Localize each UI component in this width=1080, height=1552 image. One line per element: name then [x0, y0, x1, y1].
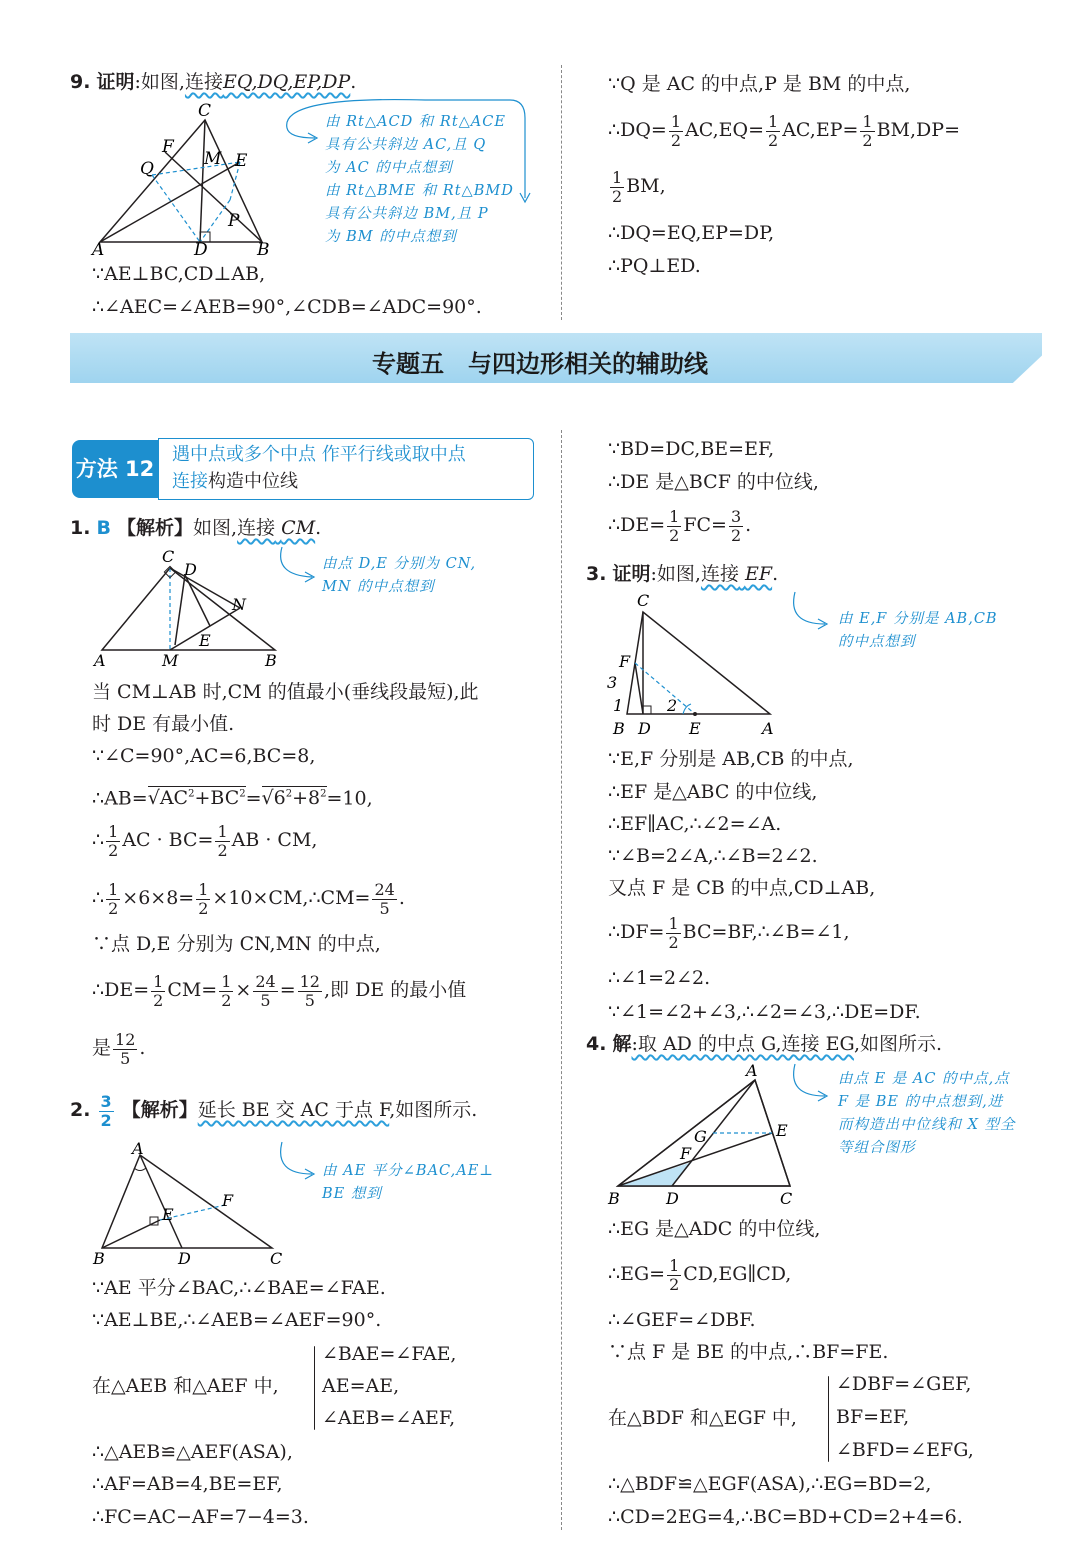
- q1-l6: ∴ $\frac{1}{2}$ ×6×8= $\frac{1}{2}$ ×10×CM,∴CM= $\frac{24}{5}$ .: [92, 879, 405, 918]
- q2-brace: [314, 1346, 315, 1430]
- fig4-B: B: [608, 1189, 620, 1208]
- fig1-A: A: [94, 651, 106, 670]
- fig3-E: E: [689, 719, 701, 738]
- fig1-D: D: [184, 560, 197, 579]
- q3-l1: ∵E,F 分别是 AB,CB 的中点,: [608, 748, 854, 770]
- fig4-C: C: [780, 1189, 793, 1208]
- fig3-A: A: [762, 719, 774, 738]
- p9-header: 9. 证明:如图,连接EQ,DQ,EP,DP.: [70, 71, 357, 93]
- section-title: 专题五 与四边形相关的辅助线: [372, 350, 708, 378]
- q4-l1: ∴EG 是△ADC 的中位线,: [608, 1218, 821, 1240]
- fig4-E: E: [776, 1121, 788, 1140]
- q4-header: 4. 解:取 AD 的中点 G,连接 EG,如图所示.: [586, 1033, 943, 1055]
- fig9-E: E: [235, 151, 248, 171]
- fig2-E: E: [162, 1205, 174, 1224]
- q4-l6: ∴△BDF≌△EGF(ASA),∴EG=BD=2,: [608, 1473, 932, 1495]
- fig9-B: B: [257, 240, 270, 260]
- p9-figure: [90, 100, 300, 260]
- q1-hint: 由点 D,E 分别为 CN, MN 的中点想到: [322, 556, 477, 595]
- fig2-F: F: [222, 1191, 234, 1210]
- q2c-l3: ∴DE= $\frac{1}{2}$ FC= $\frac{3}{2}$ .: [608, 506, 752, 545]
- q1-header: 1. B 【解析】如图,连接 CM.: [70, 517, 322, 539]
- fig4-D: D: [666, 1189, 679, 1208]
- fig3-B: B: [613, 719, 625, 738]
- q4-l2: ∴EG= $\frac{1}{2}$ CD,EG∥CD,: [608, 1255, 792, 1294]
- q4-l3: ∴∠GEF=∠DBF.: [608, 1309, 756, 1331]
- fig2-B: B: [93, 1249, 105, 1268]
- p9r-l5: ∴PQ⊥ED.: [608, 255, 701, 277]
- q2c-l2: ∴DE 是△BCF 的中位线,: [608, 471, 819, 493]
- fig2-D: D: [178, 1249, 191, 1268]
- q2-hint: 由 AE 平分∠BAC,AE⊥ BE 想到: [322, 1163, 494, 1202]
- fig9-C: C: [198, 101, 212, 121]
- q1-l5: ∴ $\frac{1}{2}$ AC · BC= $\frac{1}{2}$ AB · CM,: [92, 821, 318, 860]
- q3-l5: 又点 F 是 CB 的中点,CD⊥AB,: [608, 877, 876, 899]
- q2-l2: ∵AE⊥BE,∴∠AEB=∠AEF=90°.: [92, 1309, 382, 1331]
- q3-l4: ∵∠B=2∠A,∴∠B=2∠2.: [608, 845, 818, 867]
- q2-l5: ∴AF=AB=4,BE=EF,: [92, 1473, 283, 1495]
- q1-l7: ∵点 D,E 分别为 CN,MN 的中点,: [92, 933, 381, 955]
- fig9-F: F: [162, 137, 174, 157]
- fig3-3: 3: [607, 673, 618, 692]
- p9-l1: ∵AE⊥BC,CD⊥AB,: [92, 263, 266, 285]
- q3-l3: ∴EF∥AC,∴∠2=∠A.: [608, 813, 782, 835]
- q2-l4: ∴△AEB≌△AEF(ASA),: [92, 1441, 293, 1463]
- q2-sys-2: AE=AE,: [322, 1375, 400, 1397]
- fig1-N: N: [232, 595, 246, 614]
- fig4-F: F: [680, 1144, 692, 1163]
- q1-l9: 是 $\frac{12}{5}$ .: [92, 1029, 146, 1068]
- q1-figure: [90, 540, 290, 670]
- fig9-M: M: [204, 149, 222, 169]
- fig3-F: F: [619, 652, 631, 671]
- q3-figure: [605, 590, 785, 740]
- q4-sys-3: ∠BFD=∠EFG,: [836, 1439, 974, 1461]
- q2-l3: 在△AEB 和△AEF 中,: [92, 1375, 279, 1397]
- fig2-C: C: [270, 1249, 283, 1268]
- q3-l8: ∵∠1=∠2+∠3,∴∠2=∠3,∴DE=DF.: [608, 1001, 921, 1023]
- q4-brace: [828, 1376, 829, 1462]
- fig1-M: M: [162, 651, 179, 670]
- fig9-D: D: [194, 240, 208, 260]
- q2-sys-1: ∠BAE=∠FAE,: [322, 1343, 457, 1365]
- q4-hint: 由点 E 是 AC 的中点,点 F 是 BE 的中点想到,进 而构造出中位线和 X 型全 等组合图形: [838, 1071, 1016, 1156]
- q3-l6: ∴DF= $\frac{1}{2}$ BC=BF,∴∠B=∠1,: [608, 913, 850, 952]
- fig9-A: A: [92, 240, 105, 260]
- p9r-l2: ∴DQ= $\frac{1}{2}$ AC,EQ= $\frac{1}{2}$ AC,EP= $\frac{1}{2}$ BM,DP=: [608, 111, 960, 150]
- q3-l7: ∴∠1=2∠2.: [608, 967, 711, 989]
- fig3-D: D: [638, 719, 651, 738]
- q1-l1: 当 CM⊥AB 时,CM 的值最小(垂线段最短),此: [92, 681, 479, 703]
- q1-l3: ∵∠C=90°,AC=6,BC=8,: [92, 745, 316, 767]
- method-tag: 方法 12: [72, 440, 158, 498]
- q1-l8: ∴DE= $\frac{1}{2}$ CM= $\frac{1}{2}$ × $\frac{24}{5}$ = $\frac{12}{5}$ ,即 DE 的最小值: [92, 971, 467, 1010]
- column-divider-bottom: [561, 430, 562, 1530]
- fig3-C: C: [637, 591, 650, 610]
- p9-hint: 由 Rt△ACD 和 Rt△ACE 具有公共斜边 AC,且 Q 为 AC 的中点想到 由 Rt△BME 和 Rt△BMD 具有公共斜边 BM,且 P 为 BM 的中点想到: [325, 114, 514, 245]
- q2-l1: ∵AE 平分∠BAC,∴∠BAE=∠FAE.: [92, 1277, 386, 1299]
- q2c-l1: ∵BD=DC,BE=EF,: [608, 438, 775, 460]
- q3-header: 3. 证明:如图,连接 EF.: [586, 563, 779, 585]
- p9-l2: ∴∠AEC=∠AEB=90°,∠CDB=∠ADC=90°.: [92, 296, 482, 318]
- fig1-C: C: [162, 547, 175, 566]
- fig9-P: P: [228, 211, 240, 231]
- q4-sys-1: ∠DBF=∠GEF,: [836, 1373, 972, 1395]
- fig3-2: 2: [667, 696, 678, 715]
- fig4-A: A: [746, 1062, 758, 1080]
- q4-figure: [600, 1062, 800, 1212]
- q2-figure: [90, 1140, 290, 1270]
- fig3-1: 1: [613, 696, 624, 715]
- fig4-G: G: [694, 1127, 707, 1146]
- q4-sys-2: BF=EF,: [836, 1406, 910, 1428]
- q1-l2: 时 DE 有最小值.: [92, 713, 235, 735]
- fig1-B: B: [265, 651, 277, 670]
- q1-l4: $\therefore AB=√AC^2+BC^2=√6^2+8^2=10$,: [92, 787, 373, 810]
- p9r-l3: $\frac{1}{2}$ BM,: [612, 167, 666, 206]
- q3-hint-arrow: [785, 590, 845, 635]
- method-text: 遇中点或多个中点 作平行线或取中点 连接构造中位线: [172, 444, 466, 492]
- p9-connect: 连接EQ,DQ,EP,DP: [184, 71, 351, 93]
- q3-l2: ∴EF 是△ABC 的中位线,: [608, 781, 818, 803]
- column-divider-top: [561, 65, 562, 320]
- p9r-l4: ∴DQ=EQ,EP=DP,: [608, 222, 775, 244]
- q4-l4: ∵点 F 是 BE 的中点,∴BF=FE.: [608, 1341, 889, 1363]
- q2-sys-3: ∠AEB=∠AEF,: [322, 1407, 456, 1429]
- fig1-E: E: [199, 631, 211, 650]
- fig2-A: A: [132, 1140, 144, 1158]
- q3-hint: 由 E,F 分别是 AB,CB 的中点想到: [838, 611, 998, 650]
- q4-l7: ∴CD=2EG=4,∴BC=BD+CD=2+4=6.: [608, 1506, 963, 1528]
- q4-l5: 在△BDF 和△EGF 中,: [608, 1407, 797, 1429]
- q2-l6: ∴FC=AC−AF=7−4=3.: [92, 1506, 309, 1528]
- p9r-l1: ∵Q 是 AC 的中点,P 是 BM 的中点,: [608, 73, 911, 95]
- q2-header: 2. $\frac{3}{2}$ 【解析】延长 BE 交 AC 于点 F,如图所示.: [70, 1091, 478, 1130]
- q4-hint-arrow: [785, 1062, 845, 1107]
- fig9-Q: Q: [140, 159, 154, 179]
